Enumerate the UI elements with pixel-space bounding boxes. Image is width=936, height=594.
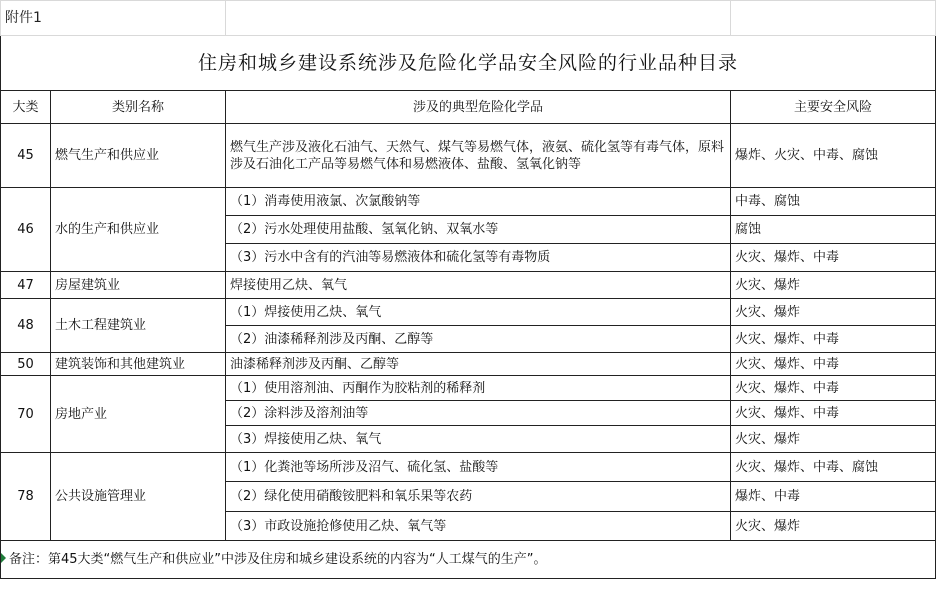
chemicals-cell[interactable]: （1）消毒使用液氯、次氯酸钠等 bbox=[226, 188, 731, 216]
table-row bbox=[1, 376, 936, 401]
chemicals-cell[interactable]: （3）污水中含有的汽油等易燃液体和硫化氢等有毒物质 bbox=[226, 244, 731, 272]
chemicals-cell[interactable]: 油漆稀释剂涉及丙酮、乙醇等 bbox=[226, 353, 731, 376]
category-name[interactable]: 建筑装饰和其他建筑业 bbox=[51, 353, 226, 376]
risk-cell[interactable]: 火灾、爆炸、中毒 bbox=[731, 376, 936, 401]
empty-cell[interactable] bbox=[226, 1, 731, 36]
cell-selection-marker bbox=[1, 553, 6, 563]
table-row bbox=[1, 353, 936, 376]
category-name[interactable]: 公共设施管理业 bbox=[51, 453, 226, 541]
risk-cell[interactable]: 火灾、爆炸、中毒 bbox=[731, 244, 936, 272]
risk-cell[interactable]: 火灾、爆炸、中毒、腐蚀 bbox=[731, 453, 936, 482]
risk-cell[interactable]: 火灾、爆炸、中毒 bbox=[731, 353, 936, 376]
empty-cell[interactable] bbox=[731, 1, 936, 36]
category-code[interactable]: 70 bbox=[1, 376, 51, 453]
header-chemicals[interactable]: 涉及的典型危险化学品 bbox=[226, 91, 731, 124]
table-row bbox=[1, 124, 936, 188]
risk-cell[interactable]: 爆炸、中毒 bbox=[731, 482, 936, 512]
risk-cell[interactable]: 爆炸、火灾、中毒、腐蚀 bbox=[731, 124, 936, 188]
attachment-row bbox=[1, 1, 936, 36]
category-name[interactable]: 房地产业 bbox=[51, 376, 226, 453]
table-row bbox=[1, 272, 936, 299]
table-row bbox=[1, 453, 936, 482]
chemicals-cell[interactable]: 燃气生产涉及液化石油气、天然气、煤气等易燃气体，液氨、硫化氢等有毒气体，原料涉及石油化工产品等易燃气体和易燃液体、盐酸、氢氧化钠等 bbox=[226, 124, 731, 188]
table-title[interactable]: 住房和城乡建设系统涉及危险化学品安全风险的行业品种目录 bbox=[1, 36, 936, 91]
chemicals-cell[interactable]: （1）焊接使用乙炔、氧气 bbox=[226, 299, 731, 326]
table-row bbox=[1, 299, 936, 326]
chemicals-cell[interactable]: （2）涂料涉及溶剂油等 bbox=[226, 401, 731, 426]
category-code[interactable]: 45 bbox=[1, 124, 51, 188]
header-row bbox=[1, 91, 936, 124]
chemicals-cell[interactable]: （2）油漆稀释剂涉及丙酮、乙醇等 bbox=[226, 326, 731, 353]
risk-cell[interactable]: 火灾、爆炸 bbox=[731, 426, 936, 453]
risk-cell[interactable]: 火灾、爆炸、中毒 bbox=[731, 326, 936, 353]
chemicals-cell[interactable]: （1）化粪池等场所涉及沼气、硫化氢、盐酸等 bbox=[226, 453, 731, 482]
risk-cell[interactable]: 中毒、腐蚀 bbox=[731, 188, 936, 216]
category-code[interactable]: 48 bbox=[1, 299, 51, 353]
risk-cell[interactable]: 火灾、爆炸、中毒 bbox=[731, 401, 936, 426]
risk-cell[interactable]: 火灾、爆炸 bbox=[731, 299, 936, 326]
risk-cell[interactable]: 腐蚀 bbox=[731, 216, 936, 244]
note-text[interactable]: 备注：第45大类“燃气生产和供应业”中涉及住房和城乡建设系统的内容为“人工煤气的生产”。 bbox=[1, 541, 936, 579]
risk-cell[interactable]: 火灾、爆炸 bbox=[731, 512, 936, 541]
header-category-name[interactable]: 类别名称 bbox=[51, 91, 226, 124]
risk-cell[interactable]: 火灾、爆炸 bbox=[731, 272, 936, 299]
category-code[interactable]: 50 bbox=[1, 353, 51, 376]
title-row bbox=[1, 36, 936, 91]
attachment-label[interactable]: 附件1 bbox=[1, 1, 226, 36]
header-category[interactable]: 大类 bbox=[1, 91, 51, 124]
chemicals-cell[interactable]: 焊接使用乙炔、氧气 bbox=[226, 272, 731, 299]
category-name[interactable]: 房屋建筑业 bbox=[51, 272, 226, 299]
category-code[interactable]: 47 bbox=[1, 272, 51, 299]
category-code[interactable]: 78 bbox=[1, 453, 51, 541]
header-risks[interactable]: 主要安全风险 bbox=[731, 91, 936, 124]
chemicals-cell[interactable]: （3）市政设施抢修使用乙炔、氧气等 bbox=[226, 512, 731, 541]
category-name[interactable]: 水的生产和供应业 bbox=[51, 188, 226, 272]
category-name[interactable]: 燃气生产和供应业 bbox=[51, 124, 226, 188]
table-row bbox=[1, 188, 936, 216]
chemicals-cell[interactable]: （2）绿化使用硝酸铵肥料和氧乐果等农药 bbox=[226, 482, 731, 512]
category-code[interactable]: 46 bbox=[1, 188, 51, 272]
chemicals-cell[interactable]: （3）焊接使用乙炔、氧气 bbox=[226, 426, 731, 453]
chemicals-cell[interactable]: （1）使用溶剂油、丙酮作为胶粘剂的稀释剂 bbox=[226, 376, 731, 401]
chemicals-cell[interactable]: （2）污水处理使用盐酸、氢氧化钠、双氧水等 bbox=[226, 216, 731, 244]
note-row bbox=[1, 541, 936, 579]
category-name[interactable]: 土木工程建筑业 bbox=[51, 299, 226, 353]
